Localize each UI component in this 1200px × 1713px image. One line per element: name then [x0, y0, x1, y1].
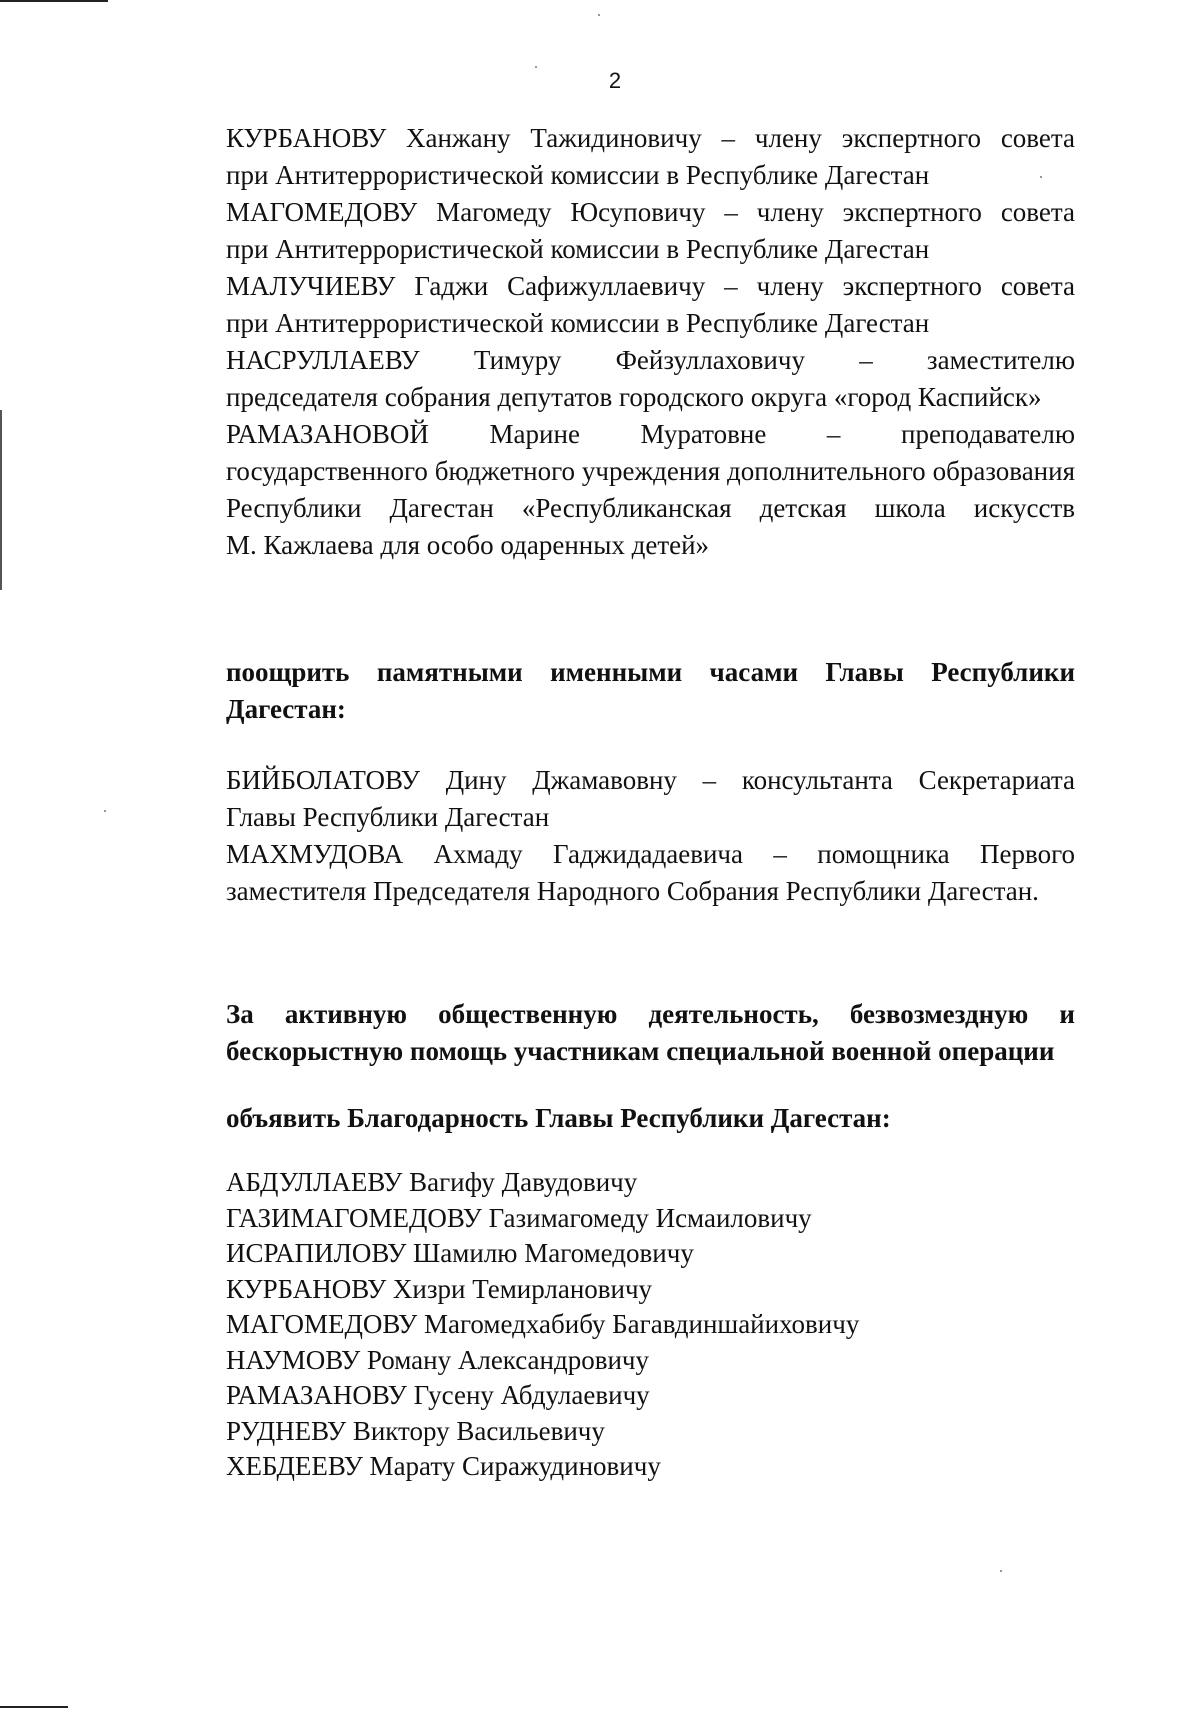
award-entry: КУРБАНОВУ Ханжану Тажидиновичу – члену экспертного совета при Антитеррористической комиссии в Республике Дагестан: [226, 123, 1075, 190]
gratitude-list: [157, 1165, 1075, 1485]
list-item: РАМАЗАНОВУ Гусену Абдулаевичу: [226, 1380, 650, 1410]
list-item: РУДНЕВУ Виктору Васильевичу: [226, 1415, 605, 1446]
scan-edge-top-left: [0, 0, 108, 2]
list-item: ХЕБДЕЕВУ Марату Сиражудиновичу: [226, 1451, 661, 1481]
award-entry: РАМАЗАНОВОЙ Марине Муратовне – преподавателю государственного бюджетного учреждения дополнительного образования Республики Дагестан «Республиканская детская школа искусств М. Кажлаева для особо одаренных детей»: [226, 419, 1075, 560]
list-item: КУРБАНОВУ Хизри Темирлановичу: [226, 1273, 653, 1304]
watch-entry: БИЙБОЛАТОВУ Дину Джамавовну – консультанта Секретариата Главы Республики Дагестан: [226, 765, 1075, 832]
section-heading-activity: За активную общественную деятельность, безвозмездную и бескорыстную помощь участникам специальной военной операции: [226, 999, 1075, 1066]
list-item: АБДУЛЛАЕВУ Вагифу Давудовичу: [226, 1167, 638, 1197]
document-body: [157, 120, 1075, 1485]
scan-speck: [598, 14, 600, 16]
watch-entry: МАХМУДОВА Ахмаду Гаджидадаевича – помощника Первого заместителя Председателя Народного Собрания Республики Дагестан.: [226, 839, 1075, 906]
award-entry: НАСРУЛЛАЕВУ Тимуру Фейзуллаховичу – заместителю председателя собрания депутатов городского округа «город Каспийск»: [226, 345, 1075, 412]
section-heading-gratitude: объявить Благодарность Главы Республики Дагестан:: [226, 1103, 891, 1133]
list-item: ИСРАПИЛОВУ Шамилю Магомедовичу: [226, 1238, 694, 1268]
list-item: НАУМОВУ Роману Александровичу: [226, 1344, 650, 1375]
list-item: ГАЗИМАГОМЕДОВУ Газимагомеду Исмаиловичу: [226, 1202, 812, 1233]
scan-edge-bottom-left: [0, 1706, 68, 1708]
award-entry: МАГОМЕДОВУ Магомеду Юсуповичу – члену экспертного совета при Антитеррористической комиссии в Республике Дагестан: [226, 197, 1075, 264]
list-item: МАГОМЕДОВУ Магомедхабибу Багавдиншайиховичу: [226, 1309, 860, 1339]
scan-speck: [104, 810, 106, 812]
scan-speck: [1000, 1570, 1002, 1572]
award-entry: МАЛУЧИЕВУ Гаджи Сафижуллаевичу – члену экспертного совета при Антитеррористической комиссии в Республике Дагестан: [226, 271, 1075, 338]
scan-edge-left: [0, 410, 2, 590]
page-number: 2: [608, 68, 622, 93]
section-heading-watches: поощрить памятными именными часами Главы Республики Дагестан:: [226, 657, 1075, 724]
